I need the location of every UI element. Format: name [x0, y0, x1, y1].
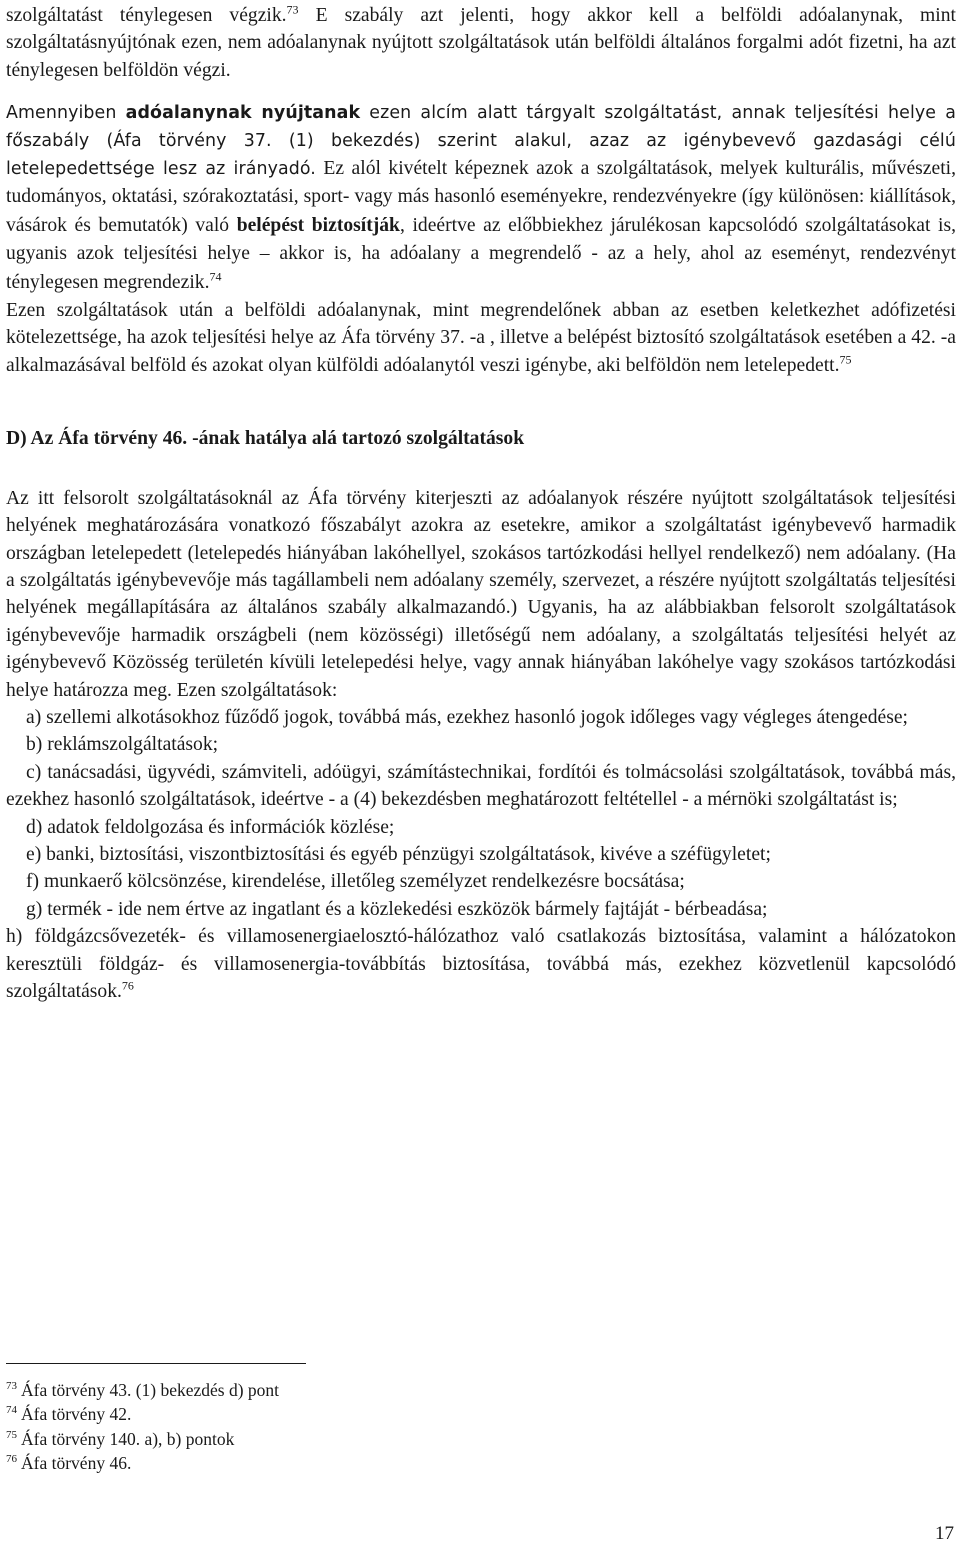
- footnote-76: $^{76}$ Áfa törvény 46.: [6, 1452, 132, 1473]
- footnote-ref-73[interactable]: 73: [286, 2, 299, 17]
- list-item-d: d) adatok feldolgozása és információk közlése;: [26, 816, 395, 838]
- emphasis-belepest: belépést biztosítják: [236, 214, 400, 236]
- footnotes: [6, 1378, 279, 1475]
- footnote-ref-75[interactable]: 75: [839, 352, 852, 367]
- page-number: 17: [935, 1523, 954, 1544]
- list-item-g: g) termék - ide nem értve az ingatlant és a közlekedési eszközök bármely fajtáját - bérbeadása;: [26, 898, 768, 920]
- list-item-f: f) munkaerő kölcsönzése, kirendelése, illetőleg személyzet rendelkezésre bocsátása;: [26, 871, 685, 893]
- footnote-separator: [6, 1363, 306, 1364]
- list-item-h: h) földgázcsővezeték- és villamosenergiaelosztó-hálózathoz való csatlakozás biztosítása, valamint a hálózatokon keresztüli földgáz- és villamosenergia-továbbítás biztosítása, továbbá más, ezekhez közvetlenül kapcsolódó szolgáltatások.$^{76}$: [6, 926, 956, 1002]
- list-item-c: c) tanácsadási, ügyvédi, számviteli, adóügyi, számítástechnikai, fordítói és tolmácsolási szolgáltatások, továbbá más, ezekhez hasonló szolgáltatások, ideértve - a (4) bekezdésben meghatározott feltétellel - a mérnöki szolgáltatást is;: [6, 761, 956, 811]
- emphasis-adoalanynak: adóalanynak nyújtanak: [125, 103, 361, 124]
- footnote-75: $^{75}$ Áfa törvény 140. a), b) pontok: [6, 1428, 235, 1449]
- list-item-e: e) banki, biztosítási, viszontbiztosítási és egyéb pénzügyi szolgáltatások, kivéve a széfügyletet;: [26, 843, 771, 865]
- footnote-74: $^{74}$ Áfa törvény 42.: [6, 1404, 132, 1425]
- paragraph-3: Ezen szolgáltatások után a belföldi adóalanynak, mint megrendelőnek abban az esetben keletkezhet adófizetési kötelezettsége, ha azok teljesítési helye az Áfa törvény 37. -a , illetve a belépést biztosító szolgáltatások esetében a 42. -a alkalmazásával belföld és azokat olyan külföldi adóalanytól veszi igénybe, aki belföldön nem letelepedett.$^{75}$: [6, 300, 956, 376]
- document-page: [6, 2, 956, 1005]
- list-item-b: b) reklámszolgáltatások;: [26, 734, 219, 756]
- section-heading: D) Az Áfa törvény 46. -ának hatálya alá tartozó szolgáltatások: [6, 428, 525, 450]
- footnote-ref-74[interactable]: 74: [209, 269, 222, 284]
- paragraph-4: Az itt felsorolt szolgáltatásoknál az Áfa törvény kiterjeszti az adóalanyok részére nyújtott szolgáltatások teljesítési helyének meghatározására vonatkozó főszabályt azokra az esetekre, amikor a szolgáltatást igénybevevő harmadik országban letelepedett (letelepedés hiányában lakóhellyel, szokásos tartózkodási hellyel rendelkező) nem adóalany. (Ha a szolgáltatás igénybevevője más tagállambeli nem adóalany személy, szervezet, a részére nyújtott szolgáltatás teljesítési helyének megállapítására az általános szabály alkalmazandó.) Ugyanis, ha az alábbiakban felsorolt szolgáltatások igénybevevője harmadik országbeli (nem közösségi) illetőségű nem adóalany, a szolgáltatás teljesítési helyét az igénybevevő Közösség területén kívüli letelepedési helye, vagy annak hiányában lakóhelye vagy szokásos tartózkodási helye határozza meg. Ezen szolgáltatások:: [6, 487, 956, 701]
- footnote-ref-76[interactable]: 76: [121, 978, 134, 993]
- paragraph-2: Amennyiben adóalanynak nyújtanak ezen alcím alatt tárgyalt szolgáltatást, annak teljesítési helye a főszabály (Áfa törvény 37. (1) bekezdés) szerint alakul, azaz az igénybevevő gazdasági célú letelepedettsége lesz az irányadó. Ez alól kivételt képeznek azok a szolgáltatások, melyek kulturális, művészeti, tudományos, oktatási, szórakoztatási, sport- vagy más hasonló eseményekre, rendezvényekre (így különösen: kiállítások, vásárok és bemutatók) való belépést biztosítják, ideértve az előbbiekhez járulékosan kapcsolódó szolgáltatásokat is, ugyanis azok teljesítési helye – akkor is, ha adóalany a megrendelő - az a hely, ahol az eseményt, rendezvényt ténylegesen megrendezik.$^{74}$: [6, 103, 957, 293]
- list-item-a: a) szellemi alkotásokhoz fűződő jogok, továbbá más, ezekhez hasonló jogok időleges vagy végleges átengedése;: [26, 706, 908, 728]
- paragraph-1: szolgáltatást ténylegesen végzik.$^{73}$ E szabály azt jelenti, hogy akkor kell a belföldi adóalanynak, mint szolgáltatásnyújtónak ezen, nem adóalanynak nyújtott szolgáltatások után belföldi általános forgalmi adót fizetni, ha azt ténylegesen belföldön végzi.: [6, 2, 956, 81]
- footnote-73: $^{73}$ Áfa törvény 43. (1) bekezdés d) pont: [6, 1380, 280, 1400]
